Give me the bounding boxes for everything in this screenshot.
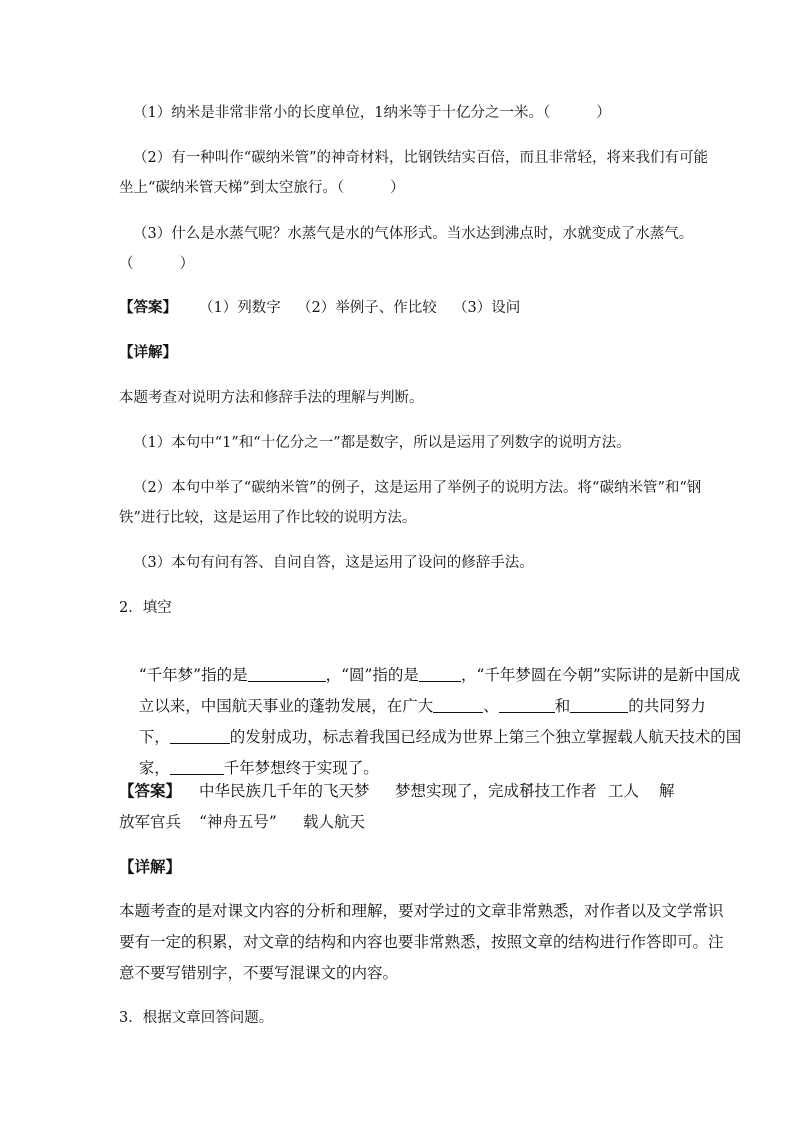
q1-answer-2: （2）举例子、作比较	[297, 300, 437, 316]
q2-answer-row-1	[119, 780, 679, 802]
q1-detail-intro: 本题考查对说明方法和修辞手法的理解与判断。	[119, 390, 424, 406]
q2-detail-line-2: 要有一定的积累，对文章的结构和内容也要非常熟悉，按照文章的结构进行作答即可。注	[119, 933, 724, 951]
q2-answer-label: 【答案】	[119, 781, 182, 800]
q2-answer-5-start: 解	[659, 782, 675, 800]
q2-text-1b: ，“圆”指的是	[325, 666, 419, 684]
q1-sentence-3-line-2: （ ）	[119, 256, 195, 272]
q2-answer-5-end: 放军官兵	[119, 813, 182, 831]
q2-answer-4: 工人	[608, 782, 640, 800]
q2-text-2d: 的共同努力	[628, 697, 706, 715]
q2-text-4a: 家，	[138, 759, 170, 777]
q1-detail-2-line-1: （2）本句中举了“碳纳米管”的例子，这是运用了举例子的说明方法。将“碳纳米管”和“钢	[133, 480, 702, 496]
q2-detail-line-1: 本题考查的是对课文内容的分析和理解，要对学过的文章非常熟悉，对作者以及文学常识	[119, 902, 724, 920]
q1-answer-1: （1）列数字	[199, 300, 281, 316]
q1-sentence-2-line-1: （2）有一种叫作“碳纳米管”的神奇材料，比钢铁结实百倍，而且非常轻，将来我们有可能	[133, 150, 709, 166]
q2-text-2c: 和	[554, 697, 571, 715]
q1-sentence-3-line-1: （3）什么是水蒸气呢？水蒸气是水的气体形式。当水达到沸点时，水就变成了水蒸气。	[133, 226, 694, 242]
q1-answer-row	[119, 298, 679, 318]
q1-detail-label: 【详解】	[119, 344, 177, 361]
q2-answer-7: 载人航天	[303, 813, 366, 831]
q1-answer-label: 【答案】	[119, 299, 177, 316]
q1-detail-1: （1）本句中“1”和“十亿分之一”都是数字，所以是运用了列数字的说明方法。	[133, 435, 631, 451]
q1-sentence-2-line-2: 坐上“碳纳米管天梯”到太空旅行。（ ）	[119, 180, 405, 196]
q2-blank-7[interactable]	[170, 760, 224, 775]
q2-answer-1: 中华民族几千年的飞天梦	[199, 782, 370, 800]
q2-heading: 2．填空	[119, 600, 172, 616]
q3-heading: 3．根据文章回答问题。	[119, 1010, 274, 1026]
q1-detail-2-line-2: 铁”进行比较，这是运用了作比较的说明方法。	[119, 510, 417, 526]
q2-text-2b: 、	[483, 697, 499, 715]
q2-answer-2: 梦想实现了，完成了	[395, 782, 535, 800]
q2-text-3a: 下，	[138, 728, 170, 746]
q2-detail-line-3: 意不要写错别字，不要写混课文的内容。	[119, 964, 399, 982]
q2-text-2a: 立以来，中国航天事业的蓬勃发展，在广大	[138, 697, 434, 715]
q2-answer-6: “神舟五号”	[199, 813, 277, 831]
q2-answer-row-2	[119, 811, 679, 833]
q2-text-3b: 的发射成功，标志着我国已经成为世界上第三个独立掌握载人航天技术的国	[229, 728, 742, 746]
q1-answer-3: （3）设问	[453, 300, 521, 316]
q1-detail-3: （3）本句有问有答、自问自答，这是运用了设问的修辞手法。	[133, 555, 534, 571]
q2-answer-3: 科技工作者	[519, 782, 597, 800]
q2-text-1c: ，“千年梦圆在今朝”实际讲的是新中国成	[460, 666, 741, 684]
q2-text-4b: 千年梦想终于实现了。	[223, 759, 379, 777]
q2-detail-label: 【详解】	[119, 857, 182, 876]
q2-text-1a: “千年梦”指的是	[138, 666, 248, 684]
q1-sentence-1: （1）纳米是非常非常小的长度单位，1纳米等于十亿分之一米。（ ）	[133, 105, 611, 121]
